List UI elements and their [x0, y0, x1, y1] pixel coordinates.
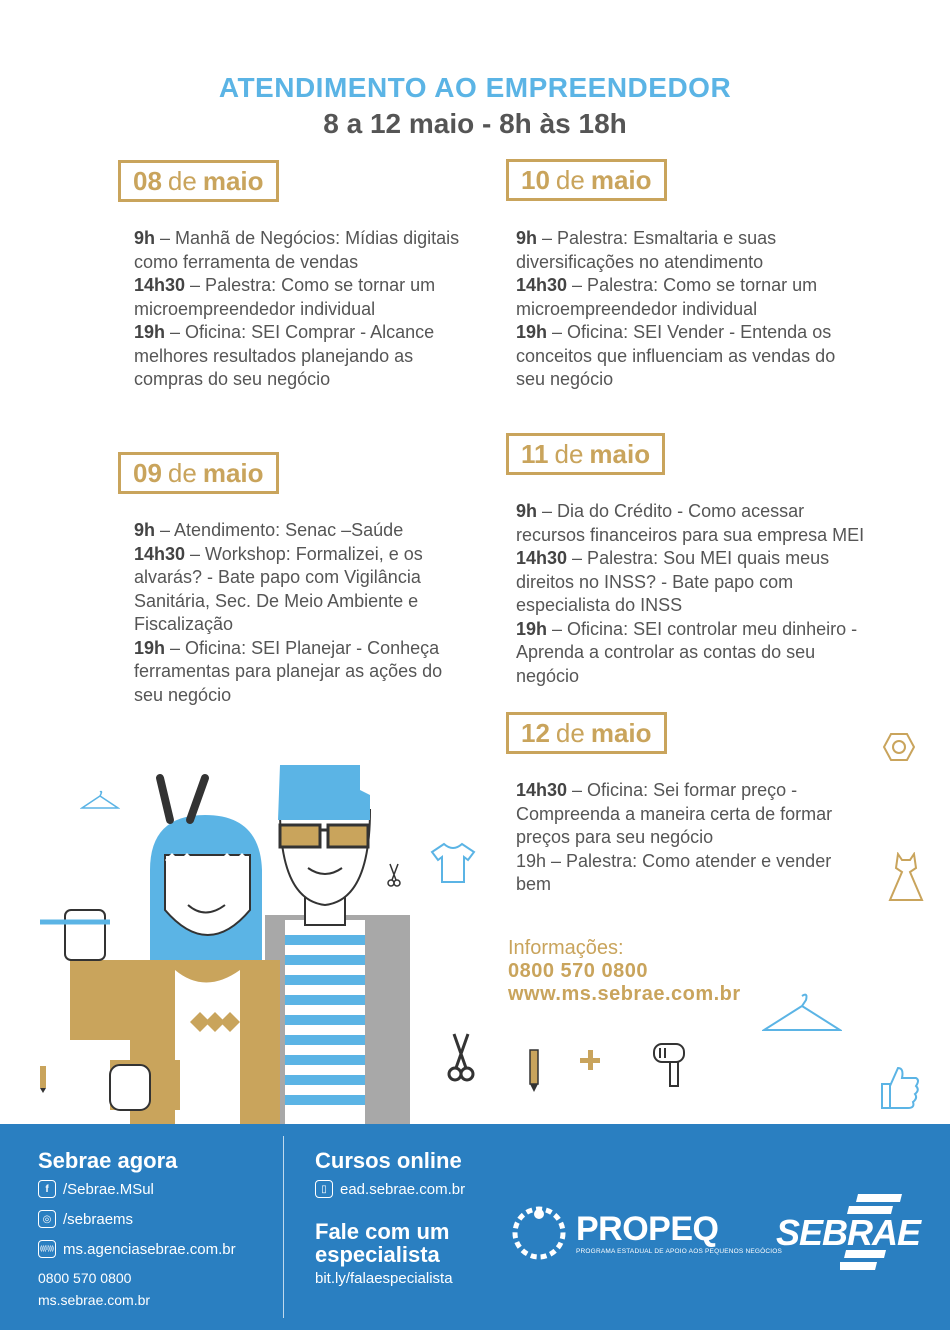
- day-header-10: 10 de maio: [506, 159, 667, 201]
- web-icon: (((i))): [38, 1240, 56, 1258]
- hanger-large-icon: [762, 992, 842, 1034]
- footer-site[interactable]: ms.sebrae.com.br: [38, 1292, 151, 1308]
- schedule-item: 14h30 – Palestra: Como se tornar um microempreendedor individual: [134, 275, 436, 319]
- ead-link[interactable]: ▯ ead.sebrae.com.br: [315, 1180, 465, 1198]
- pencil-small-icon: [38, 1064, 48, 1094]
- propeq-ring-icon: [510, 1204, 568, 1262]
- nut-icon: [883, 732, 915, 762]
- fale-especialista-link[interactable]: bit.ly/falaespecialista: [315, 1270, 453, 1287]
- info-label: Informações:: [508, 937, 624, 959]
- schedule-item: 9h – Dia do Crédito - Como acessar recursos financeiros para sua empresa MEI: [516, 501, 865, 545]
- pencil-icon: [526, 1048, 542, 1094]
- schedule-item: 9h – Palestra: Esmaltaria e suas diversificações no atendimento: [516, 228, 777, 272]
- day-header-11: 11 de maio: [506, 433, 665, 475]
- sebrae-name: SEBRAE: [776, 1212, 921, 1253]
- info-block: [508, 937, 741, 1006]
- propeq-name: PROPEQ: [576, 1209, 719, 1248]
- fale-especialista-title: Fale com um especialista: [315, 1219, 450, 1267]
- schedule-item: 14h30 – Oficina: Sei formar preço - Compreenda a maneira certa de formar preços para seu negócio: [516, 780, 833, 847]
- cursos-online-title: Cursos online: [315, 1148, 462, 1173]
- tablet-icon: ▯: [315, 1180, 333, 1198]
- agencia-link[interactable]: (((i))) ms.agenciasebrae.com.br: [38, 1240, 236, 1258]
- schedule-item: 14h30 – Palestra: Sou MEI quais meus direitos no INSS? - Bate papo com especialista do INSS: [516, 548, 830, 615]
- dress-icon: [886, 852, 926, 902]
- facebook-link[interactable]: f /Sebrae.MSul: [38, 1180, 154, 1198]
- propeq-tagline: PROGRAMA ESTADUAL DE APOIO AOS PEQUENOS NEGÓCIOS: [576, 1247, 783, 1255]
- schedule-09: [134, 519, 464, 707]
- people-illustration: [30, 760, 430, 1126]
- schedule-12: [516, 779, 846, 897]
- instagram-link[interactable]: ◎ /sebraems: [38, 1210, 133, 1228]
- scissors-small-icon: [386, 862, 402, 888]
- schedule-item: 19h – Oficina: SEI Vender - Entenda os conceitos que influenciam as vendas do seu negócio: [516, 322, 836, 389]
- info-site[interactable]: www.ms.sebrae.com.br: [508, 983, 741, 1005]
- footer-divider: [283, 1136, 284, 1318]
- propeq-logo: [510, 1204, 782, 1262]
- hanger-icon: [80, 788, 120, 812]
- day-header-09: 09 de maio: [118, 452, 279, 494]
- scissors-icon: [446, 1032, 476, 1082]
- sebrae-agora-title: Sebrae agora: [38, 1148, 178, 1173]
- schedule-item: 19h – Palestra: Como atender e vender bem: [516, 850, 832, 894]
- hairdryer-icon: [652, 1040, 688, 1090]
- page-subtitle: 8 a 12 maio - 8h às 18h: [323, 108, 627, 139]
- schedule-item: 9h – Manhã de Negócios: Mídias digitais como ferramenta de vendas: [134, 228, 460, 272]
- schedule-11: [516, 500, 876, 688]
- schedule-item: 19h – Oficina: SEI Planejar - Conheça ferramentas para planejar as ações do seu negócio: [134, 637, 443, 705]
- info-phone: 0800 570 0800: [508, 960, 648, 982]
- schedule-item: 9h – Atendimento: Senac –Saúde: [134, 520, 404, 540]
- day-header-12: 12 de maio: [506, 712, 667, 754]
- schedule-item: 14h30 – Palestra: Como se tornar um microempreendedor individual: [516, 275, 818, 319]
- tshirt-icon: [430, 842, 476, 884]
- schedule-item: 14h30 – Workshop: Formalizei, e os alvarás? - Bate papo com Vigilância Sanitária, Sec. De Meio Ambiente e Fiscalização: [134, 543, 423, 634]
- plus-icon: [580, 1050, 600, 1070]
- day-header-08: 08 de maio: [118, 160, 279, 202]
- footer: [0, 1124, 950, 1330]
- footer-phone: 0800 570 0800: [38, 1270, 132, 1286]
- facebook-icon: f: [38, 1180, 56, 1198]
- schedule-10: [516, 227, 846, 392]
- thumbs-up-icon: [878, 1064, 920, 1110]
- page-title: ATENDIMENTO AO EMPREENDEDOR: [218, 72, 732, 103]
- schedule-item: 19h – Oficina: SEI Comprar - Alcance melhores resultados planejando as compras do seu negócio: [134, 322, 435, 389]
- instagram-icon: ◎: [38, 1210, 56, 1228]
- schedule-item: 19h – Oficina: SEI controlar meu dinheiro - Aprenda a controlar as contas do seu negócio: [516, 618, 858, 686]
- schedule-08: [134, 227, 464, 392]
